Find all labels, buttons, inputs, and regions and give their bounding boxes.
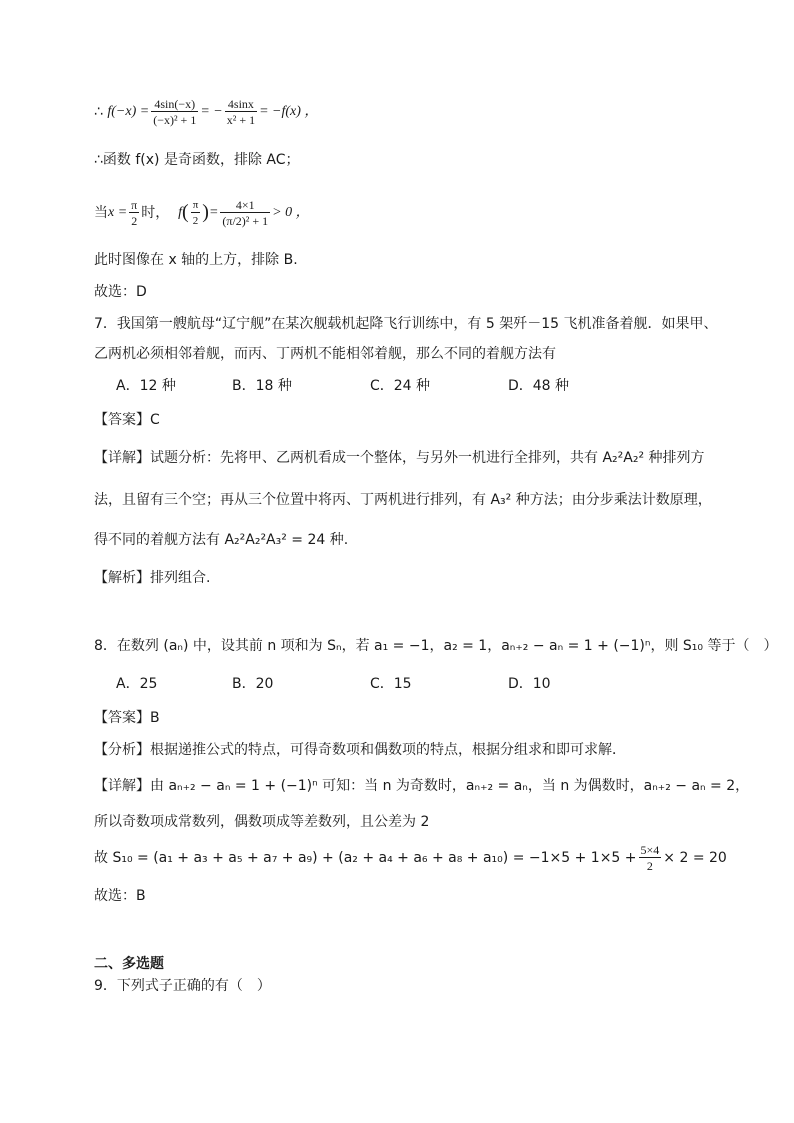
q7-option-c: C．24 种 — [370, 378, 431, 394]
q8-detail-1: 【详解】由 aₙ₊₂ − aₙ = 1 + (−1)ⁿ 可知：当 n 为奇数时，aₙ₊₂ = aₙ，当 n 为偶数时，aₙ₊₂ − aₙ = 2， — [94, 778, 750, 794]
question-7-line-1: 7．我国第一艘航母“辽宁舰”在某次舰载机起降飞行训练中，有 5 架歼－15 飞机准备着舰．如果甲、 — [94, 316, 718, 332]
fraction-pi-over-2 — [129, 198, 139, 229]
fraction-numerator: 5×4 — [640, 842, 660, 857]
fraction-numerator: 4sin(−x) — [151, 97, 198, 112]
q7-option-a: A．12 种 — [116, 378, 176, 394]
odd-function-conclusion: ∴函数 f(x) 是奇函数，排除 AC； — [94, 152, 300, 168]
therefore-symbol: ∴ — [94, 104, 103, 120]
fraction-sinx — [225, 97, 257, 128]
question-9: 9．下列式子正确的有（ ） — [94, 978, 271, 994]
q7-detail-2: 法，且留有三个空；再从三个位置中将丙、丁两机进行排列，有 A₃² 种方法；由分步乘法计数原理， — [94, 492, 712, 508]
fraction-denominator: 2 — [131, 213, 138, 228]
fraction-denominator: (−x)² + 1 — [153, 112, 197, 127]
q8-analysis: 【分析】根据递推公式的特点，可得奇数项和偶数项的特点，根据分组求和即可求解． — [94, 742, 626, 758]
sum-expression: 故 S₁₀ = (a₁ + a₃ + a₅ + a₇ + a₉) + (a₂ + a₄ + a₆ + a₈ + a₁₀) = −1×5 + 1×5 + — [94, 850, 637, 866]
q7-detail-3: 得不同的着舰方法有 A₂²A₂²A₃² = 24 种. — [94, 532, 349, 548]
q7-analysis: 【解析】排列组合. — [94, 570, 211, 586]
q7-detail-1: 【详解】试题分析：先将甲、乙两机看成一个整体，与另外一机进行全排列，共有 A₂²A₂² 种排列方 — [94, 450, 705, 466]
q8-detail-2: 所以奇数项成常数列，偶数项成等差数列，且公差为 2 — [94, 814, 430, 830]
q8-detail-3 — [94, 836, 727, 880]
graph-above-x-axis: 此时图像在 x 轴的上方，排除 B. — [94, 252, 298, 268]
f-symbol: f — [178, 205, 183, 220]
q8-final-choice: 故选：B — [94, 888, 146, 904]
greater-than-zero: > 0 ， — [272, 205, 310, 220]
fraction-numerator: 4×1 — [220, 198, 270, 213]
fraction-positive-value — [220, 198, 270, 229]
q8-option-c: C．15 — [370, 676, 412, 692]
paren-pi-half: ( $\frac{\pi}{2}$ ) — [182, 198, 209, 227]
q8-option-d: D．10 — [508, 676, 551, 692]
q8-option-a: A．25 — [116, 676, 158, 692]
fraction-sin-neg-x — [151, 97, 198, 128]
fraction-5x4-over-2 — [639, 843, 662, 874]
q8-option-b: B．20 — [232, 676, 274, 692]
question-8: 8．在数列 (aₙ) 中，设其前 n 项和为 Sₙ，若 a₁ = −1，a₂ = 1，aₙ₊₂ − aₙ = 1 + (−1)ⁿ，则 S₁₀ 等于（ ） — [94, 638, 778, 654]
equals-neg-fx: = −f(x) ， — [259, 104, 319, 119]
derivation-line-odd-function — [94, 92, 318, 132]
equals-negative: = − — [200, 104, 223, 119]
question-7-line-2: 乙两机必须相邻着舰，而丙、丁两机不能相邻着舰，那么不同的着舰方法有 — [94, 346, 556, 362]
sum-result: × 2 = 20 — [663, 850, 727, 866]
choice-d: 故选：D — [94, 284, 147, 300]
fraction-numerator: 4sinx — [225, 97, 257, 112]
when-text: 当 — [94, 205, 108, 221]
q7-option-d: D．48 种 — [508, 378, 570, 394]
fraction-numerator: π — [131, 197, 138, 212]
section-heading-multiple-choice: 二、多选题 — [94, 956, 164, 972]
time-text: 时， — [141, 205, 170, 221]
x-equals: x = — [108, 205, 128, 220]
fraction-denominator: 2 — [646, 858, 653, 873]
q7-option-b: B．18 种 — [232, 378, 292, 394]
fraction-denominator: x² + 1 — [226, 112, 256, 127]
f-neg-x: f(−x) = — [107, 104, 150, 119]
q8-answer: 【答案】B — [94, 710, 160, 726]
evaluation-at-pi-half: 当 x = $\frac{\pi}{2}$ 时， f ( $\frac{\pi}{2}$ ) = $\frac{4\times 1}{\text{(π/2)² + 1}}$ > 0 ， — [94, 197, 310, 228]
fraction-denominator: (π/2)² + 1 — [222, 213, 269, 228]
q7-answer: 【答案】C — [94, 412, 160, 428]
